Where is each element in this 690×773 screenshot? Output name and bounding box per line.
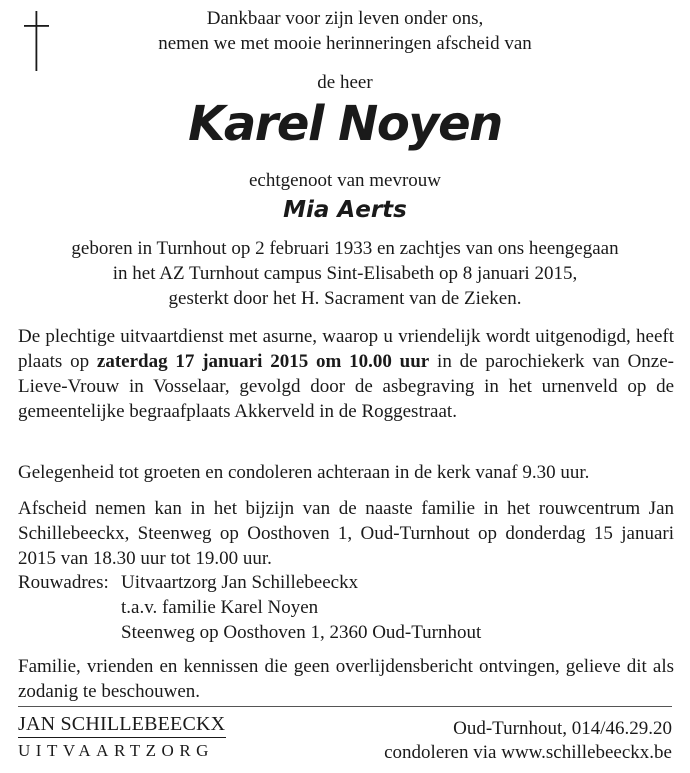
title-prefix: de heer xyxy=(317,72,373,93)
funeral-datetime: zaterdag 17 januari 2015 om 10.00 uur xyxy=(96,351,430,372)
footer-contact xyxy=(384,717,672,765)
footer-divider xyxy=(18,706,672,707)
contact-website: condoleren via www.schillebeeckx.be xyxy=(384,742,672,763)
family-note: Familie, vrienden en kennissen die geen overlijdensbericht ontvingen, gelieve dit als zodanig te beschouwen. xyxy=(18,656,674,702)
farewell-paragraph: Afscheid nemen kan in het bijzijn van de naaste familie in het rouwcentrum Jan Schillebeeckx, Steenweg op Oosthoven 1, Oud-Turnhout op donderdag 15 januari 2015 van 18.30 uur tot 19.00 uur. xyxy=(18,498,674,569)
greeting-paragraph: Gelegenheid tot groeten en condoleren achteraan in de kerk vanaf 9.30 uur. xyxy=(18,462,590,483)
mourning-address-line-1: Uitvaartzorg Jan Schillebeeckx xyxy=(121,572,359,593)
funeral-home-logo-subtitle: UITVAARTZORG xyxy=(18,741,214,760)
funeral-text-before: De plechtige uitvaartdienst met asurne, waarop u vriendelijk wordt uitgenodigd, heeft plaats op xyxy=(18,326,674,372)
birth-line-2: in het AZ Turnhout campus Sint-Elisabeth op 8 januari 2015, xyxy=(112,263,578,284)
intro-line-1: Dankbaar voor zijn leven onder ons, xyxy=(206,8,484,29)
funeral-home-logo-name: JAN SCHILLEBEECKX xyxy=(18,713,226,735)
intro-line-2: nemen we met mooie herinneringen afscheid van xyxy=(158,33,532,54)
birth-line-1: geboren in Turnhout op 2 februari 1933 en zachtjes van ons heengegaan xyxy=(71,238,619,259)
mourning-address-line-3: Steenweg op Oosthoven 1, 2360 Oud-Turnhout xyxy=(121,622,482,643)
mourning-address xyxy=(18,570,481,645)
mourning-address-line-2: t.a.v. familie Karel Noyen xyxy=(121,597,319,618)
spouse-label: echtgenoot van mevrouw xyxy=(248,170,442,191)
contact-phone: Oud-Turnhout, 014/46.29.20 xyxy=(453,718,672,739)
deceased-name: Karel Noyen xyxy=(188,96,502,152)
spouse-name: Mia Aerts xyxy=(283,197,407,223)
birth-line-3: gesterkt door het H. Sacrament van de Zieken. xyxy=(168,288,522,309)
intro-text xyxy=(60,6,630,56)
mourning-address-label: Rouwadres: xyxy=(18,572,109,593)
cross-icon xyxy=(22,11,52,71)
funeral-paragraph xyxy=(18,324,674,424)
logo-underline xyxy=(18,737,226,738)
birth-death-info xyxy=(20,236,670,311)
funeral-text-after: in de parochiekerk van Onze-Lieve-Vrouw in Vosselaar, gevolgd door de asbegraving in het urnenveld op de gemeentelijke begraafplaats Akkerveld in de Roggestraat. xyxy=(18,351,674,422)
